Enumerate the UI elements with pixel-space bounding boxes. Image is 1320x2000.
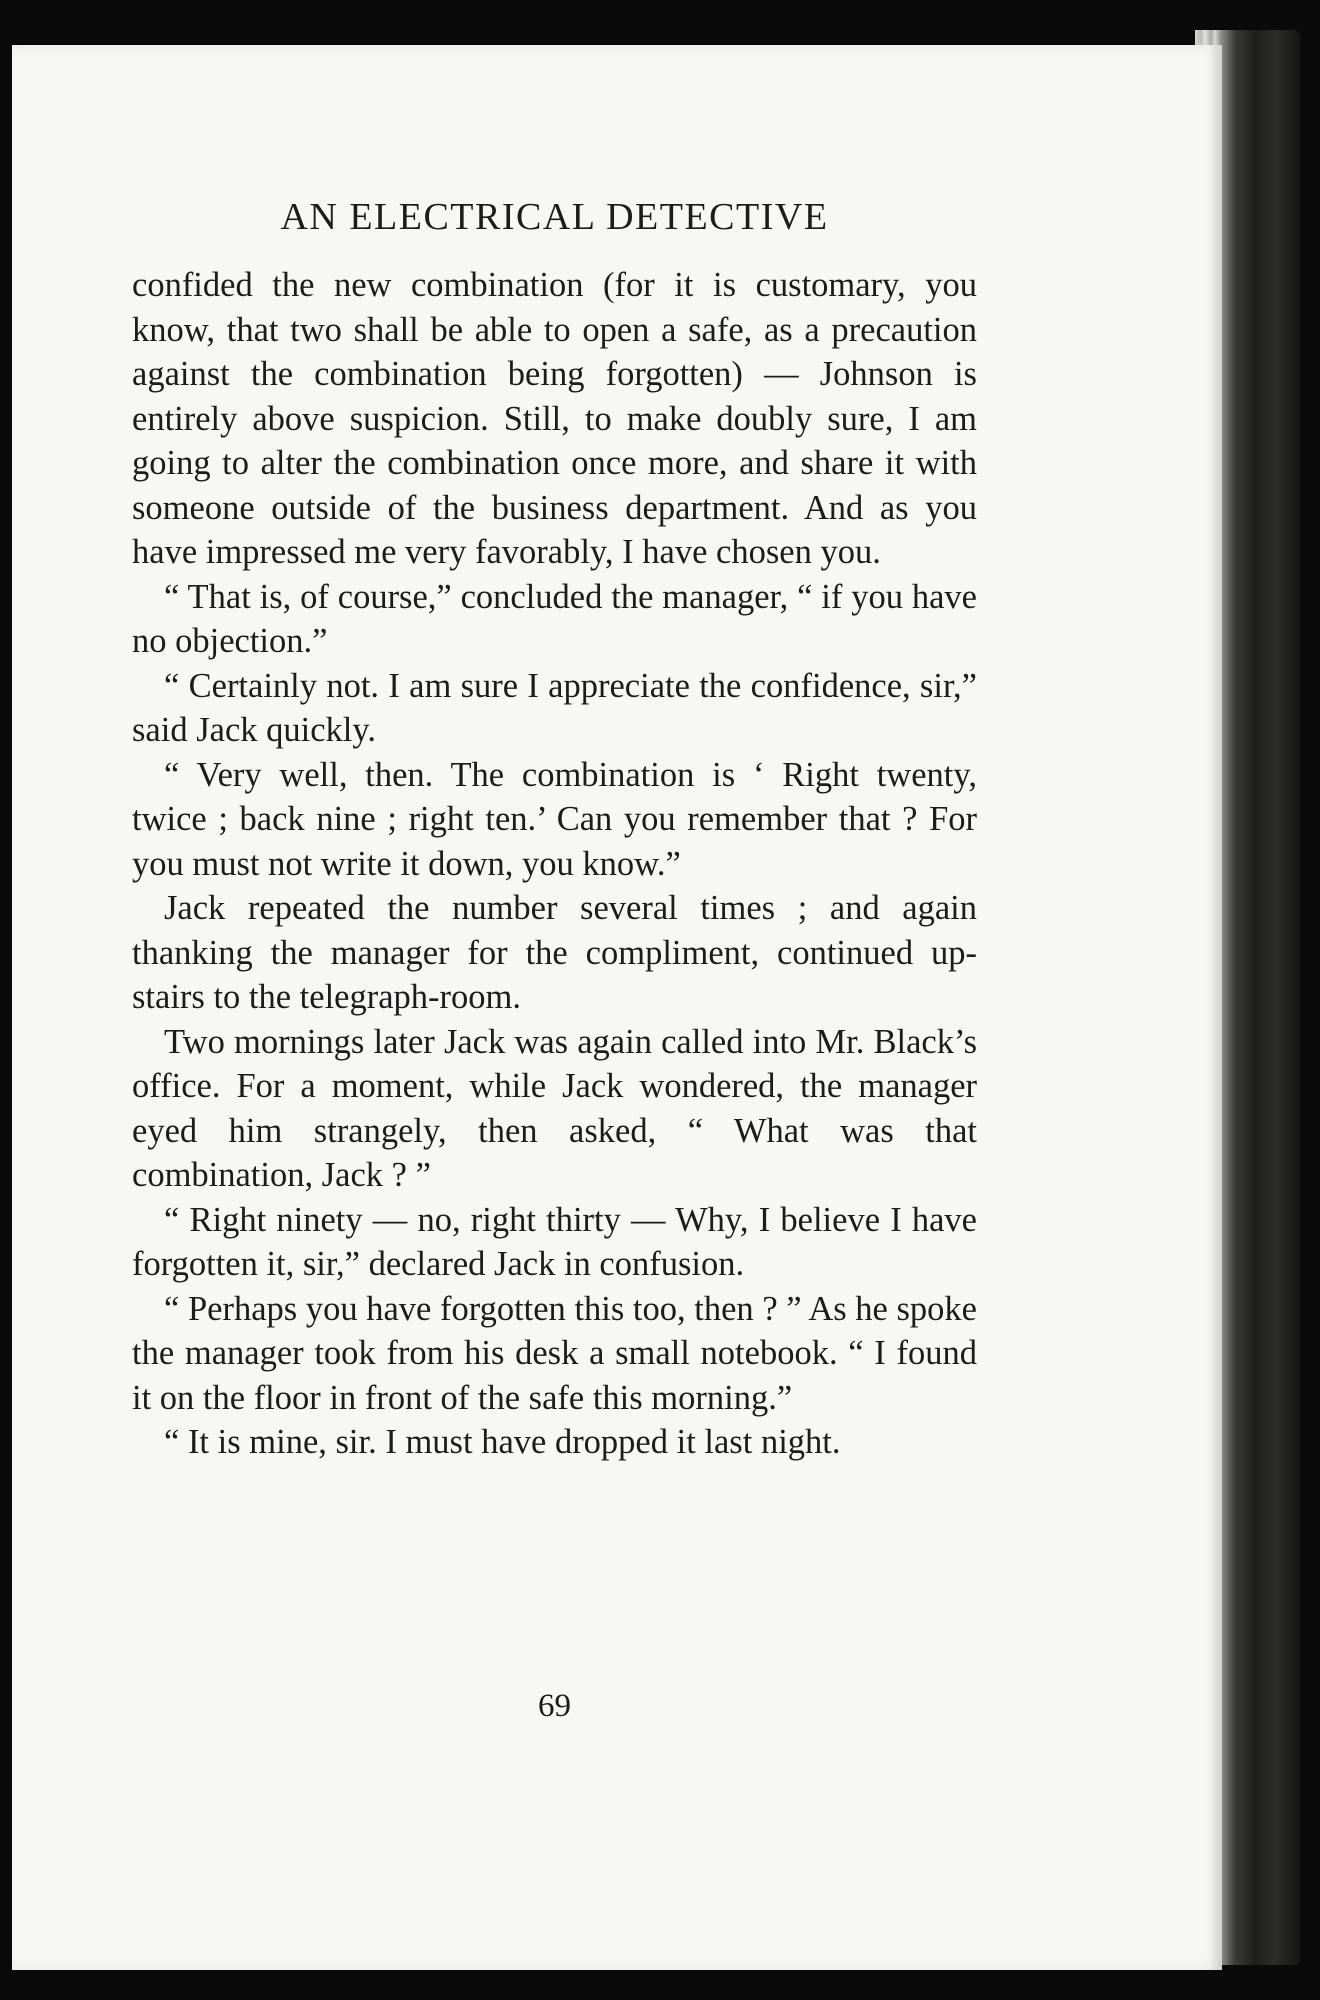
book-page xyxy=(12,45,1222,1970)
paragraph-6: Two mornings later Jack was again called into Mr. Black’s office. For a moment, while Jack wondered, the manager eyed him strangely, then asked, “ What was that combination, Jack ? ” xyxy=(132,1022,977,1194)
paragraph-4: “ Very well, then. The combination is ‘ Right twenty, twice ; back nine ; right ten.’ Can you remember that ? For you must not write it down, you know.” xyxy=(132,755,977,883)
paragraph-7: “ Right ninety — no, right thirty — Why, I believe I have forgotten it, sir,” declared Jack in confusion. xyxy=(132,1200,977,1283)
paragraph-5: Jack repeated the number several times ; and again thanking the manager for the compliment, continued up-stairs to the telegraph-room. xyxy=(132,889,977,1016)
running-head: AN ELECTRICAL DETECTIVE xyxy=(280,196,829,238)
body-text xyxy=(132,263,977,1465)
paragraph-1: confided the new combination (for it is customary, you know, that two shall be able to open a safe, as a precaution against the combination being forgotten) — Johnson is entirely above suspicion. Still, to make doubly sure, I am going to alter the combination once more, and share it with someone outside of the business department. And as you have impressed me very favorably, I have chosen you. xyxy=(132,266,977,571)
paragraph-8: “ Perhaps you have forgotten this too, then ? ” As he spoke the manager took from his desk a small notebook. “ I found it on the floor in front of the safe this morning.” xyxy=(132,1289,977,1417)
paragraph-3: “ Certainly not. I am sure I appreciate the confidence, sir,” said Jack quickly. xyxy=(132,666,977,749)
page-number: 69 xyxy=(538,1688,571,1724)
paragraph-9: “ It is mine, sir. I must have dropped it last night. xyxy=(164,1423,841,1461)
paragraph-2: “ That is, of course,” concluded the manager, “ if you have no objection.” xyxy=(132,577,977,660)
